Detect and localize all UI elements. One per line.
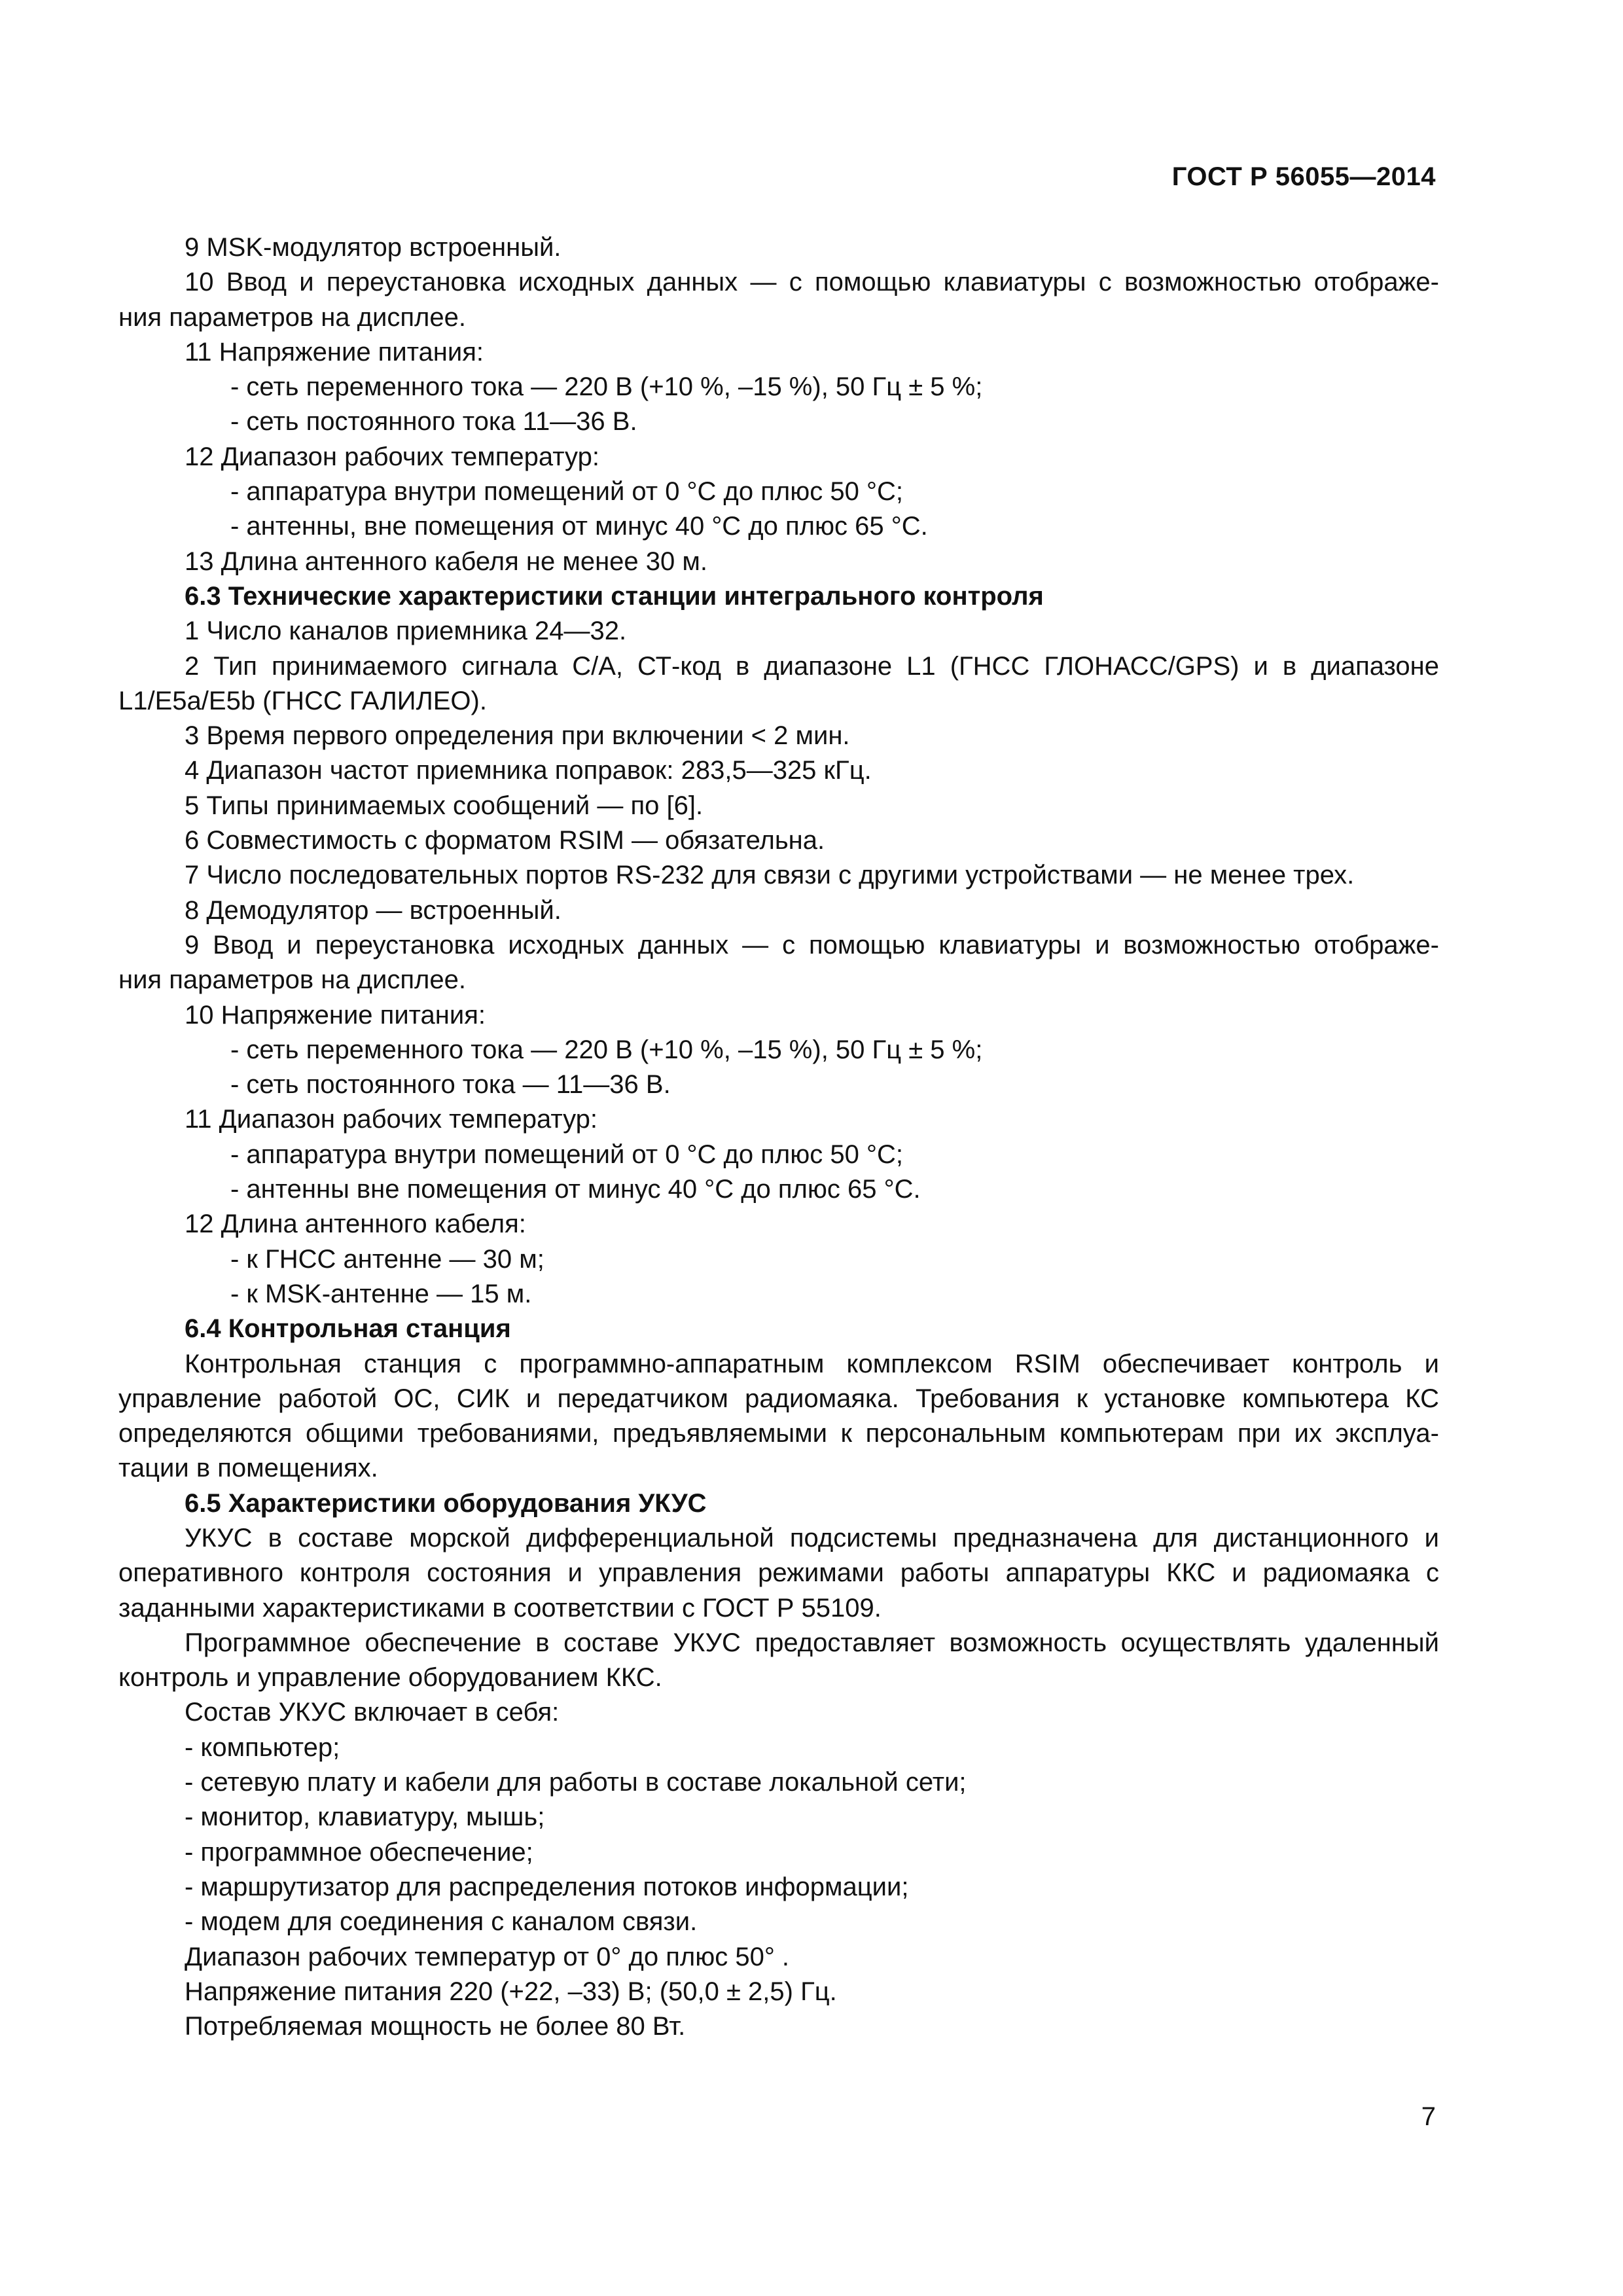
text-line: контроль и управление оборудованием ККС. bbox=[118, 1663, 662, 1693]
text-line: - сеть переменного тока — 220 В (+10 %, –15 %), 50 Гц ± 5 %; bbox=[230, 1035, 983, 1064]
text-line: заданными характеристиками в соответствии с ГОСТ Р 55109. bbox=[118, 1593, 882, 1623]
text-line: - антенны, вне помещения от минус 40 °C до плюс 65 °C. bbox=[230, 512, 928, 541]
text-line: - сеть переменного тока — 220 В (+10 %, –15 %), 50 Гц ± 5 %; bbox=[230, 372, 983, 402]
section-heading: 6.4 Контрольная станция bbox=[185, 1314, 511, 1344]
text-line: - аппаратура внутри помещений от 0 °C до плюс 50 °C; bbox=[230, 1139, 903, 1169]
text-line: 11 Диапазон рабочих температур: bbox=[185, 1105, 597, 1134]
text-line: Контрольная станция с программно-аппаратным комплексом RSIM обеспечивает контроль и bbox=[185, 1349, 1439, 1378]
text-line: - сетевую плату и кабели для работы в составе локальной сети; bbox=[185, 1768, 967, 1797]
text-line: 10 Напряжение питания: bbox=[185, 1000, 486, 1030]
text-line: 1 Число каналов приемника 24—32. bbox=[185, 617, 627, 646]
text-line: - программное обеспечение; bbox=[185, 1837, 533, 1867]
text-line: Состав УКУС включает в себя: bbox=[185, 1698, 560, 1727]
text-line: 10 Ввод и переустановка исходных данных — с помощью клавиатуры с возможностью отображе- bbox=[185, 268, 1439, 297]
text-line: - к MSK-антенне — 15 м. bbox=[230, 1279, 532, 1308]
text-line: Потребляемая мощность не более 80 Вт. bbox=[185, 2012, 686, 2041]
text-line: - антенны вне помещения от минус 40 °C до плюс 65 °C. bbox=[230, 1175, 921, 1204]
text-line: ния параметров на дисплее. bbox=[118, 965, 466, 995]
section-heading: 6.3 Технические характеристики станции интегрального контроля bbox=[185, 581, 1044, 611]
text-line: 9 MSK-модулятор встроенный. bbox=[185, 233, 562, 262]
text-line: 4 Диапазон частот приемника поправок: 283,5—325 кГц. bbox=[185, 756, 872, 785]
section-heading: 6.5 Характеристики оборудования УКУС bbox=[185, 1488, 707, 1518]
document-body bbox=[118, 230, 1439, 2044]
text-line: L1/E5a/E5b (ГНСС ГАЛИЛЕО). bbox=[118, 686, 487, 715]
text-line: - маршрутизатор для распределения потоков информации; bbox=[185, 1872, 909, 1901]
text-line: УКУС в составе морской дифференциальной подсистемы предназначена для дистанционного и bbox=[185, 1523, 1439, 1552]
text-line: Программное обеспечение в составе УКУС предоставляет возможность осуществлять удаленный bbox=[185, 1628, 1439, 1657]
text-line: 8 Демодулятор — встроенный. bbox=[185, 895, 562, 925]
text-line: 12 Длина антенного кабеля: bbox=[185, 1210, 526, 1239]
text-line: - аппаратура внутри помещений от 0 °C до плюс 50 °C; bbox=[230, 477, 903, 507]
text-line: - модем для соединения с каналом связи. bbox=[185, 1907, 698, 1937]
text-line: тации в помещениях. bbox=[118, 1454, 378, 1483]
text-line: 12 Диапазон рабочих температур: bbox=[185, 442, 599, 471]
text-line: - к ГНСС антенне — 30 м; bbox=[230, 1244, 544, 1274]
text-line: управление работой ОС, СИК и передатчиком радиомаяка. Требования к установке компьютера КС bbox=[118, 1384, 1439, 1413]
text-line: 5 Типы принимаемых сообщений — по [6]. bbox=[185, 791, 704, 820]
text-line: 11 Напряжение питания: bbox=[185, 337, 484, 367]
text-line: 7 Число последовательных портов RS-232 для связи с другими устройствами — не менее трех. bbox=[185, 861, 1355, 890]
text-line: 13 Длина антенного кабеля не менее 30 м. bbox=[185, 547, 708, 576]
text-line: 2 Тип принимаемого сигнала C/A, СТ-код в диапазоне L1 (ГНСС ГЛОНАСС/GPS) и в диапазоне bbox=[185, 651, 1439, 681]
text-line: - монитор, клавиатуру, мышь; bbox=[185, 1803, 545, 1832]
text-line: ния параметров на дисплее. bbox=[118, 302, 466, 332]
text-line: - сеть постоянного тока — 11—36 В. bbox=[230, 1070, 671, 1100]
text-line: - сеть постоянного тока 11—36 В. bbox=[230, 407, 637, 437]
text-line: Напряжение питания 220 (+22, –33) В; (50,0 ± 2,5) Гц. bbox=[185, 1977, 837, 2006]
page-number: 7 bbox=[1421, 2102, 1436, 2131]
standard-header: ГОСТ Р 56055—2014 bbox=[1171, 162, 1436, 191]
text-line: оперативного контроля состояния и управления режимами работы аппаратуры ККС и радиомаяка с bbox=[118, 1558, 1439, 1588]
text-line: Диапазон рабочих температур от 0° до плюс 50° . bbox=[185, 1942, 790, 1971]
text-line: 9 Ввод и переустановка исходных данных — с помощью клавиатуры и возможностью отображе- bbox=[185, 930, 1439, 960]
text-line: - компьютер; bbox=[185, 1732, 340, 1762]
text-line: 3 Время первого определения при включении < 2 мин. bbox=[185, 721, 850, 751]
text-line: определяются общими требованиями, предъявляемыми к персональным компьютерам при их эксплуа- bbox=[118, 1419, 1439, 1448]
text-line: 6 Совместимость с форматом RSIM — обязательна. bbox=[185, 826, 825, 855]
